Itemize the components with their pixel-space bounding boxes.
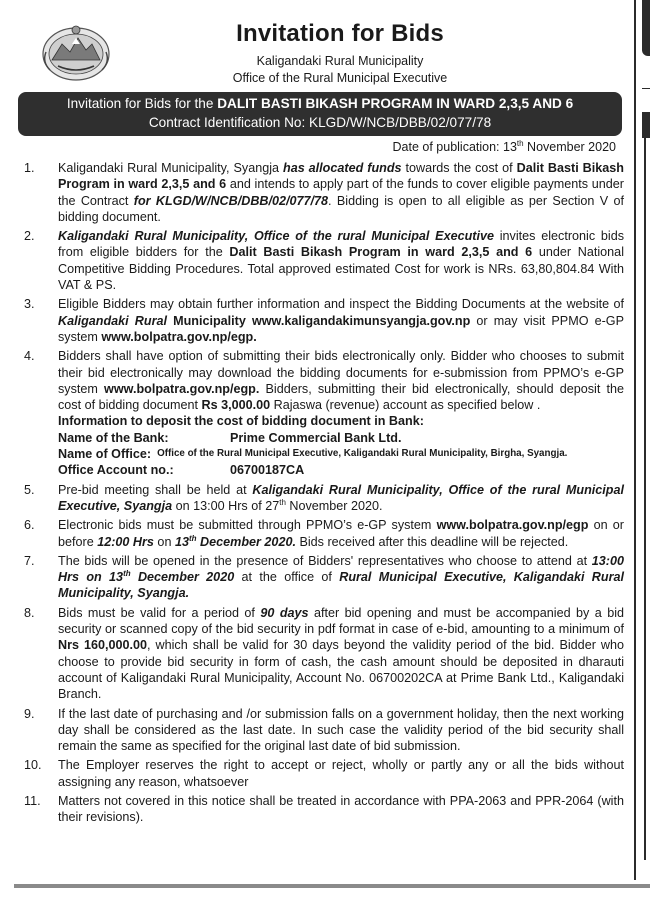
clause-item <box>20 482 624 515</box>
clause-paragraph <box>58 757 624 790</box>
clause-text-run: has allocated funds <box>283 161 402 175</box>
clause-text-run: under National Competitive Bidding Procedures. Total approved estimated Cost for work is NRs. 63,80,804.84 With VAT & PS. <box>58 245 624 293</box>
clause-paragraph <box>58 706 624 755</box>
clause-text <box>58 706 624 755</box>
clause-number: 9. <box>24 706 35 721</box>
clause-text-run: Pre-bid meeting shall be held at <box>58 482 253 497</box>
clause-text-run: www.bolpatra.gov.np/egp. <box>104 381 260 396</box>
clause-text-run: Matters not covered in this notice shall be treated in accordance with PPA-2063 and PPR-2064 (with their revisions). <box>58 793 624 825</box>
clause-text <box>58 348 624 478</box>
clause-text-run: . Bidding is open to all eligible as per Section V of bidding document. <box>58 193 624 224</box>
clause-text-run: Dalit Basti Bikash Program in ward 2,3,5 and 6 <box>58 161 624 192</box>
clause-paragraph <box>58 482 624 515</box>
bank-name-row <box>58 430 624 446</box>
clause-text-run: The bids will be opened in the presence of Bidders' representatives who choose to attend at <box>58 553 592 568</box>
banner-prefix: Invitation for Bids for the <box>66 96 218 111</box>
nepal-emblem-icon <box>40 22 112 82</box>
clause-text-run: Rural Municipal Executive, Kaligandaki Rural Municipality, Syangja. <box>58 570 624 601</box>
clause-text-run: November 2020. <box>285 498 383 513</box>
clause-number: 7. <box>24 553 35 568</box>
clause-text-run: Bids must be valid for a period of <box>58 605 261 620</box>
field-label: Name of the Bank: <box>58 430 169 445</box>
clause-text-run: Electronic bids must be submitted through PPMO’s e-GP system <box>58 518 437 533</box>
clause-text-run: Municipality <box>166 313 252 328</box>
clause-text-run: The Employer reserves the right to accept or reject, wholly or partly any or all the bids without assigning any reason, whatsoever <box>58 758 624 789</box>
clause-number: 11. <box>24 793 41 808</box>
clause-text-run: www.bolpatra.gov.np/egp. <box>101 329 257 344</box>
clause-text-run: Rs 3,000.00 <box>201 398 271 413</box>
clause-text-run: Nrs 160,000.00 <box>58 638 148 653</box>
field-value: 06700187CA <box>230 463 305 478</box>
clause-paragraph <box>58 605 624 703</box>
clause-text-run: 13:00 Hrs on 13 <box>58 553 624 585</box>
edge-block <box>642 112 650 138</box>
clause-text-run: th <box>123 568 131 578</box>
publication-date <box>0 140 616 154</box>
clause-text-run: on or before <box>58 518 624 549</box>
program-name: DALIT BASTI BIKASH PROGRAM IN WARD 2,3,5 AND 6 <box>217 96 574 111</box>
clause-text-run: 12:00 Hrs <box>97 534 154 549</box>
clause-text-run: Bids received after this deadline will be rejected. <box>295 534 569 549</box>
clause-item <box>20 348 624 478</box>
clause-text-run: Rajaswa (revenue) account as specified below . <box>270 398 541 413</box>
edge-frame <box>644 138 650 860</box>
clause-number: 10. <box>24 758 42 773</box>
clause-item <box>20 296 624 345</box>
clause-text-run: , which shall be valid for 30 days beyond the validity period of the bid. Bidder who choose to provide bid security in form of cash, the cash amount should be deposited in dharauti account of Kaligandaki Rural Municipality, Account No. 06700202CA at Prime Bank Ltd., Kaligandaki Branch. <box>58 638 624 702</box>
clause-text-run: December 2020. <box>196 534 296 549</box>
publication-date-prefix: Date of publication: 13 <box>392 140 517 154</box>
banner-line-1 <box>18 94 622 113</box>
clause-text-run: Kaligandaki Rural Municipality, Syangja <box>58 161 283 175</box>
clause-text <box>58 793 624 826</box>
clause-paragraph <box>58 160 624 225</box>
edge-block <box>642 0 650 56</box>
clause-number: 3. <box>24 297 35 312</box>
field-label: Office Account no.: <box>58 463 174 478</box>
account-number-row <box>58 462 624 478</box>
clause-paragraph <box>58 553 624 602</box>
clause-item <box>20 228 624 293</box>
clause-text-run: www.bolpatra.gov.np/egp <box>436 518 589 533</box>
notice-clauses <box>20 160 624 829</box>
clause-number: 8. <box>24 605 35 620</box>
clause-text-run: Eligible Bidders may obtain further information and inspect the Bidding Documents at the website of <box>58 297 624 312</box>
clause-number: 6. <box>24 518 35 533</box>
contract-id: Contract Identification No: KLGD/W/NCB/DBB/02/077/78 <box>148 115 492 130</box>
clause-text <box>58 228 624 293</box>
clause-text-run: th <box>188 533 197 543</box>
page-title: Invitation for Bids <box>236 20 444 47</box>
clause-paragraph <box>58 793 624 826</box>
office-name: Office of the Rural Municipal Executive <box>232 71 448 85</box>
clause-text <box>58 757 624 790</box>
clause-item <box>20 605 624 703</box>
clause-item <box>20 517 624 550</box>
clause-paragraph <box>58 296 624 345</box>
clause-text-run: or may visit PPMO e-GP system <box>58 313 624 344</box>
clause-text <box>58 160 624 225</box>
clause-text-run: Bidders, submitting their bid electronically, should deposit the cost of bidding document <box>58 381 624 413</box>
clause-text-run: December 2020 <box>130 570 235 585</box>
field-value: Prime Commercial Bank Ltd. <box>230 430 402 445</box>
publication-date-suffix: November 2020 <box>523 140 616 154</box>
clause-text-run: Kaligandaki Rural Municipality, Office of the rural Municipal Executive <box>58 229 494 244</box>
clause-item <box>20 757 624 790</box>
clause-text-run: at the office of <box>234 570 340 585</box>
clause-number: 4. <box>24 349 35 364</box>
clause-text-run: Bidders shall have option of submitting their bids electronically only. Bidder who chooses to submit their bid electronically may download the bidding documents for e-submission from PPMO’s e-GP system <box>58 349 624 396</box>
adjacent-column-edge <box>634 0 650 880</box>
clause-item <box>20 706 624 755</box>
clause-number: 2. <box>24 229 35 244</box>
clause-text-run: Kaligandaki Rural Municipality, Office of the rural Municipal Executive, Syangja <box>58 482 625 513</box>
office-name-row <box>58 446 624 462</box>
clause-paragraph <box>58 517 624 550</box>
bank-info-heading: Information to deposit the cost of bidding document in Bank: <box>58 414 424 429</box>
clause-text-run: on <box>153 534 175 549</box>
clause-text-run: If the last date of purchasing and /or submission falls on a government holiday, then the next working day shall be considered as the last date. In such case the validity period of the bid security shall remain the same as specified for the original last date of bid submission. <box>58 706 624 754</box>
clause-text <box>58 605 624 703</box>
clause-text <box>58 482 624 515</box>
clause-text <box>58 517 624 550</box>
clause-text-run: invites electronic bids from eligible bidders for the <box>58 229 624 260</box>
bottom-divider <box>14 884 650 888</box>
edge-rule <box>642 88 650 89</box>
clause-text-run: towards the cost of <box>401 161 517 175</box>
publication-date-sup: th <box>516 138 524 148</box>
clause-number: 1. <box>24 161 35 175</box>
clause-text <box>58 553 624 602</box>
clause-item <box>20 793 624 826</box>
clause-item <box>20 553 624 602</box>
field-value: Office of the Rural Municipal Executive, Kaligandaki Rural Municipality, Birgha, Syangja. <box>157 448 568 460</box>
clause-text-run: 13 <box>174 534 189 549</box>
clause-number: 5. <box>24 482 35 497</box>
clause-text <box>58 296 624 345</box>
clause-text-run: Kaligandaki Rural <box>58 313 167 328</box>
field-label: Name of Office: <box>58 447 152 462</box>
clause-paragraph <box>58 348 624 413</box>
clause-text-run: Dalit Basti Bikash Program in ward 2,3,5 and 6 <box>229 245 533 260</box>
clause-text-run: 90 days <box>260 605 309 620</box>
clause-text-run: for KLGD/W/NCB/DBB/02/077/78 <box>133 193 329 208</box>
clause-item <box>20 160 624 225</box>
clause-paragraph <box>58 228 624 293</box>
clause-text-run: on 13:00 Hrs of 27 <box>172 498 280 513</box>
clause-text-run: and intends to apply part of the funds to cover eligible payments under the Contract <box>58 177 624 208</box>
clause-text-run: www.kaligandakimunsyangja.gov.np <box>251 313 471 328</box>
clause-text-run: th <box>279 497 286 507</box>
clause-text-run: after bid opening and must be accompanied by a bid security or scanned copy of the bid security in pdf format in case of e-bid, amounting to a minimum of <box>58 605 625 637</box>
municipality-name: Kaligandaki Rural Municipality <box>256 54 424 68</box>
contract-banner <box>18 92 622 136</box>
